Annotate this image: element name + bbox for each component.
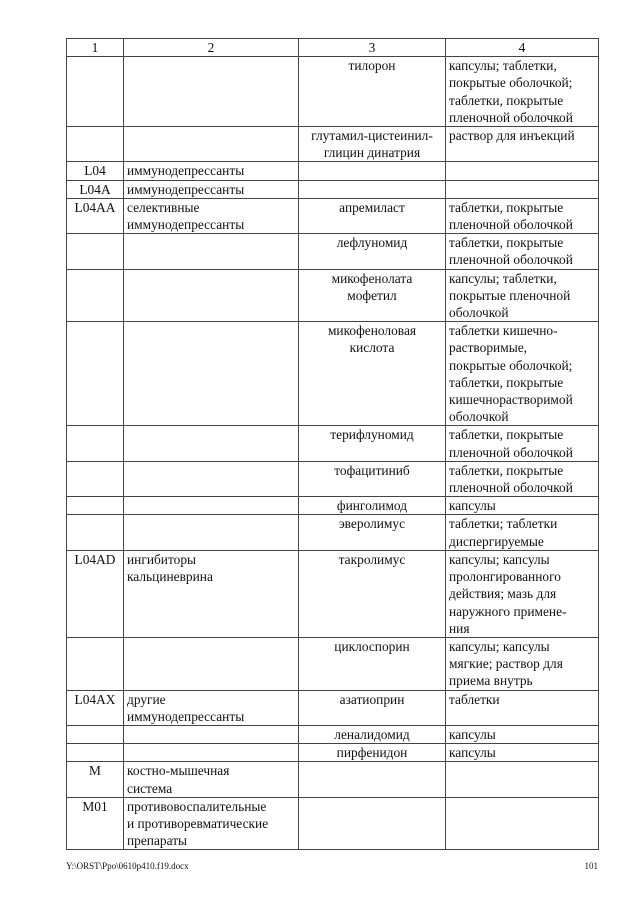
atc-code-cell (67, 497, 124, 515)
table-row (67, 269, 599, 322)
group-name-cell (124, 515, 299, 550)
drug-name-cell-text: циклоспорин (334, 638, 410, 654)
drug-name-cell (299, 762, 446, 797)
dosage-form-cell (446, 234, 599, 269)
drug-name-cell (299, 127, 446, 162)
dosage-form-cell-text: капсулы (449, 745, 496, 761)
drug-name-cell (299, 322, 446, 426)
group-name-cell-text: противовоспалительные и противоревматические препараты (127, 798, 269, 849)
group-name-cell-text: иммунодепрессанты (127, 181, 245, 197)
atc-code-cell (67, 725, 124, 743)
atc-code-cell-text: M01 (82, 798, 108, 814)
drug-name-cell-text: микофеноловая кислота (327, 323, 417, 356)
table-body (67, 39, 599, 850)
drug-name-cell (299, 797, 446, 850)
table-row (67, 234, 599, 269)
drug-name-cell (299, 269, 446, 322)
group-name-cell (124, 797, 299, 850)
group-name-cell (124, 725, 299, 743)
dosage-form-cell (446, 497, 599, 515)
atc-code-cell (67, 57, 124, 127)
drug-name-cell (299, 637, 446, 690)
atc-code-cell (67, 127, 124, 162)
table-row (67, 162, 599, 180)
dosage-form-cell (446, 322, 599, 426)
group-name-cell (124, 198, 299, 233)
dosage-form-cell (446, 550, 599, 637)
group-name-cell-text: селективные иммунодепрессанты (127, 199, 245, 233)
atc-code-cell (67, 744, 124, 762)
atc-code-cell-text: M (89, 763, 101, 779)
atc-code-cell (67, 269, 124, 322)
dosage-form-cell-text: таблетки, покрытые пленочной оболочкой (449, 427, 573, 460)
drug-name-cell (299, 744, 446, 762)
atc-code-cell (67, 515, 124, 550)
dosage-form-cell (446, 127, 599, 162)
drug-name-cell (299, 162, 446, 180)
drug-name-cell-text: пирфенидон (336, 745, 408, 761)
dosage-form-cell (446, 57, 599, 127)
atc-code-cell (67, 180, 124, 198)
dosage-form-cell-text: капсулы; таблетки, покрытые пленочной оболочкой (449, 270, 571, 321)
table-row (67, 57, 599, 127)
group-name-cell (124, 57, 299, 127)
dosage-form-cell-text: таблетки; таблетки диспергируемые (449, 516, 558, 549)
atc-code-cell (67, 426, 124, 461)
dosage-form-cell (446, 725, 599, 743)
atc-code-cell-text: L04 (84, 163, 106, 179)
table-row (67, 127, 599, 162)
drug-name-cell (299, 515, 446, 550)
table-row (67, 725, 599, 743)
dosage-form-cell (446, 690, 599, 725)
dosage-form-cell-text: капсулы (449, 498, 496, 514)
atc-code-cell (67, 762, 124, 797)
atc-code-cell-text: L04A (79, 181, 111, 197)
dosage-form-cell-text: таблетки (449, 691, 500, 707)
dosage-form-cell-text: таблетки, покрытые пленочной оболочкой (449, 199, 573, 233)
group-name-cell (124, 550, 299, 637)
atc-code-cell (67, 461, 124, 496)
dosage-form-cell (446, 515, 599, 550)
group-name-cell-text: другие иммунодепрессанты (127, 691, 245, 724)
dosage-form-cell (446, 269, 599, 322)
dosage-form-cell-text: капсулы (449, 726, 496, 742)
dosage-form-cell-text: капсулы; капсулы пролонгированного действия; мазь для наружного примене- ния (449, 551, 567, 636)
table-row (67, 762, 599, 797)
table-header-row (67, 39, 599, 57)
drug-classification-table (66, 38, 599, 850)
drug-name-cell-text: лефлуномид (336, 235, 408, 251)
atc-code-cell-text: L04AA (74, 199, 116, 215)
group-name-cell (124, 127, 299, 162)
atc-code-cell (67, 162, 124, 180)
group-name-cell (124, 234, 299, 269)
dosage-form-cell (446, 461, 599, 496)
dosage-form-cell-text: таблетки, покрытые пленочной оболочкой (449, 235, 573, 268)
drug-name-cell-text: финголимод (336, 498, 408, 514)
dosage-form-cell-text: капсулы; таблетки, покрытые оболочкой; таблетки, покрытые пленочной оболочкой (449, 58, 573, 125)
drug-name-cell-text: микофенолата мофетил (331, 270, 413, 303)
table-row (67, 497, 599, 515)
atc-code-cell-text: L04AX (74, 691, 116, 707)
page-number: 101 (584, 861, 598, 871)
drug-name-cell-text: тилорон (348, 58, 396, 74)
group-name-cell (124, 690, 299, 725)
atc-code-cell (67, 797, 124, 850)
header-col-1: 1 (67, 39, 124, 57)
table-row (67, 426, 599, 461)
drug-name-cell-text: терифлуномид (330, 427, 414, 443)
table-row (67, 180, 599, 198)
table-row (67, 637, 599, 690)
group-name-cell (124, 461, 299, 496)
group-name-cell (124, 762, 299, 797)
dosage-form-cell-text: таблетки, покрытые пленочной оболочкой (449, 462, 573, 496)
dosage-form-cell (446, 180, 599, 198)
drug-name-cell-text: азатиоприн (339, 691, 405, 707)
drug-name-cell-text: тофацитиниб (334, 462, 410, 478)
dosage-form-cell-text: раствор для инъекций (449, 128, 575, 144)
atc-code-cell (67, 322, 124, 426)
table-row (67, 515, 599, 550)
table-row (67, 797, 599, 850)
drug-name-cell (299, 497, 446, 515)
group-name-cell (124, 162, 299, 180)
atc-code-cell (67, 550, 124, 637)
table-row (67, 461, 599, 496)
drug-name-cell-text: леналидомид (334, 726, 410, 742)
group-name-cell (124, 744, 299, 762)
dosage-form-cell (446, 762, 599, 797)
group-name-cell (124, 497, 299, 515)
drug-name-cell (299, 57, 446, 127)
table-row (67, 198, 599, 233)
table-row (67, 550, 599, 637)
group-name-cell (124, 637, 299, 690)
dosage-form-cell (446, 198, 599, 233)
group-name-cell-text: костно-мышечная система (127, 763, 230, 796)
dosage-form-cell (446, 162, 599, 180)
dosage-form-cell-text: капсулы; капсулы мягкие; раствор для приема внутрь (449, 638, 563, 689)
header-col-4: 4 (446, 39, 599, 57)
drug-name-cell-text: апремиласт (339, 199, 405, 215)
drug-name-cell-text: такролимус (338, 551, 406, 567)
drug-name-cell (299, 725, 446, 743)
dosage-form-cell-text: таблетки кишечно- растворимые, покрытые оболочкой; таблетки, покрытые кишечнорастворимой оболочкой (449, 323, 573, 425)
drug-name-cell (299, 234, 446, 269)
atc-code-cell (67, 690, 124, 725)
drug-name-cell-text: эверолимус (338, 516, 406, 532)
header-col-2: 2 (124, 39, 299, 57)
atc-code-cell (67, 234, 124, 269)
header-col-3: 3 (299, 39, 446, 57)
group-name-cell (124, 426, 299, 461)
dosage-form-cell (446, 797, 599, 850)
drug-name-cell (299, 690, 446, 725)
table-row (67, 322, 599, 426)
dosage-form-cell (446, 426, 599, 461)
atc-code-cell (67, 637, 124, 690)
drug-name-cell (299, 198, 446, 233)
dosage-form-cell (446, 637, 599, 690)
drug-name-cell-text: глутамил-цистеинил- глицин динатрия (311, 128, 433, 161)
group-name-cell (124, 180, 299, 198)
group-name-cell (124, 322, 299, 426)
drug-name-cell (299, 426, 446, 461)
group-name-cell-text: ингибиторы кальциневрина (127, 551, 213, 585)
drug-name-cell (299, 461, 446, 496)
atc-code-cell (67, 198, 124, 233)
table-row (67, 690, 599, 725)
page-footer (66, 859, 598, 873)
document-path: Y:\ORST\Ppo\0610p410.f19.docx (66, 861, 189, 871)
dosage-form-cell (446, 744, 599, 762)
atc-code-cell-text: L04AD (74, 551, 116, 567)
table-row (67, 744, 599, 762)
drug-name-cell (299, 550, 446, 637)
group-name-cell-text: иммунодепрессанты (127, 163, 245, 179)
drug-name-cell (299, 180, 446, 198)
group-name-cell (124, 269, 299, 322)
